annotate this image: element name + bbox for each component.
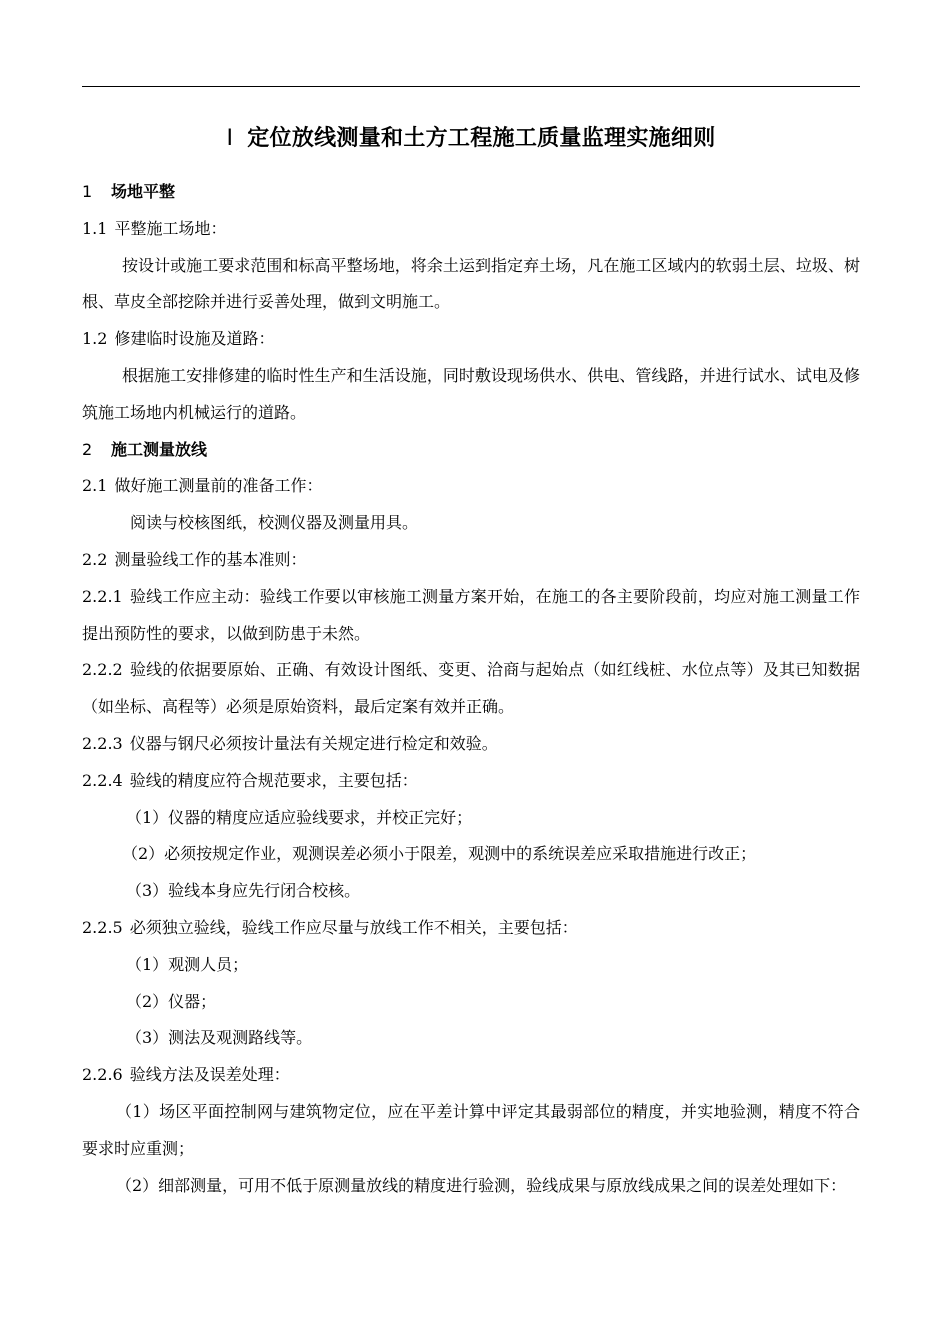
- clause-2-2-5: 2.2.5 必须独立验线，验线工作应尽量与放线工作不相关，主要包括：: [82, 917, 578, 937]
- paragraph-control-network: （1）场区平面控制网与建筑物定位，应在平差计算中评定其最弱部位的精度，并实地验测，精度不符合要求时应重测；: [82, 1101, 860, 1158]
- document-body: [82, 174, 860, 1204]
- list-item: （3）测法及观测路线等。: [126, 1028, 313, 1048]
- clause-2-2-3: 2.2.3 仪器与钢尺必须按计量法有关规定进行检定和效验。: [82, 733, 498, 753]
- list-item: （2）必须按规定作业，观测误差必须小于限差，观测中的系统误差应采取措施进行改正；: [122, 844, 757, 864]
- clause-2-2-6: 2.2.6 验线方法及误差处理：: [82, 1065, 290, 1085]
- clause-2-2-1: 2.2.1 验线工作应主动：验线工作要以审核施工测量方案开始，在施工的各主要阶段前，均应对施工测量工作提出预防性的要求，以做到防患于未然。: [82, 586, 860, 643]
- title-numeral: Ⅰ: [226, 126, 234, 151]
- paragraph-site-leveling: 按设计或施工要求范围和标高平整场地，将余土运到指定弃土场，凡在施工区域内的软弱土层、垃圾、树根、草皮全部挖除并进行妥善处理，做到文明施工。: [82, 255, 860, 312]
- subsection-heading-2-2: 2.2 测量验线工作的基本准则：: [82, 549, 307, 569]
- subsection-heading-1-2: 1.2 修建临时设施及道路：: [82, 329, 275, 349]
- list-item: （2）仪器；: [126, 991, 217, 1011]
- clause-2-2-4: 2.2.4 验线的精度应符合规范要求，主要包括：: [82, 770, 418, 790]
- paragraph-detail-survey: （2）细部测量，可用不低于原测量放线的精度进行验测，验线成果与原放线成果之间的误差处理如下：: [116, 1175, 847, 1195]
- paragraph-read-drawings: 阅读与校核图纸，校测仪器及测量用具。: [130, 513, 419, 533]
- list-item: （1）仪器的精度应适应验线要求，并校正完好；: [126, 807, 473, 827]
- subsection-heading-1-1: 1.1 平整施工场地：: [82, 218, 227, 238]
- list-item: （3）验线本身应先行闭合校核。: [126, 881, 361, 901]
- paragraph-temporary-facilities: 根据施工安排修建的临时性生产和生活设施，同时敷设现场供水、供电、管线路，并进行试水、试电及修筑施工场地内机械运行的道路。: [82, 365, 860, 422]
- list-item: （1）观测人员；: [126, 954, 249, 974]
- header-rule: [82, 86, 860, 87]
- section-heading-2: 2 施工测量放线: [82, 439, 208, 459]
- subsection-heading-2-1: 2.1 做好施工测量前的准备工作：: [82, 476, 323, 496]
- title-text: 定位放线测量和土方工程施工质量监理实施细则: [247, 126, 716, 151]
- document-title: [82, 121, 860, 157]
- clause-2-2-2: 2.2.2 验线的依据要原始、正确、有效设计图纸、变更、洽商与起始点（如红线桩、水位点等）及其已知数据（如坐标、高程等）必须是原始资料，最后定案有效并正确。: [82, 660, 860, 717]
- section-heading-1: 1 场地平整: [82, 182, 176, 201]
